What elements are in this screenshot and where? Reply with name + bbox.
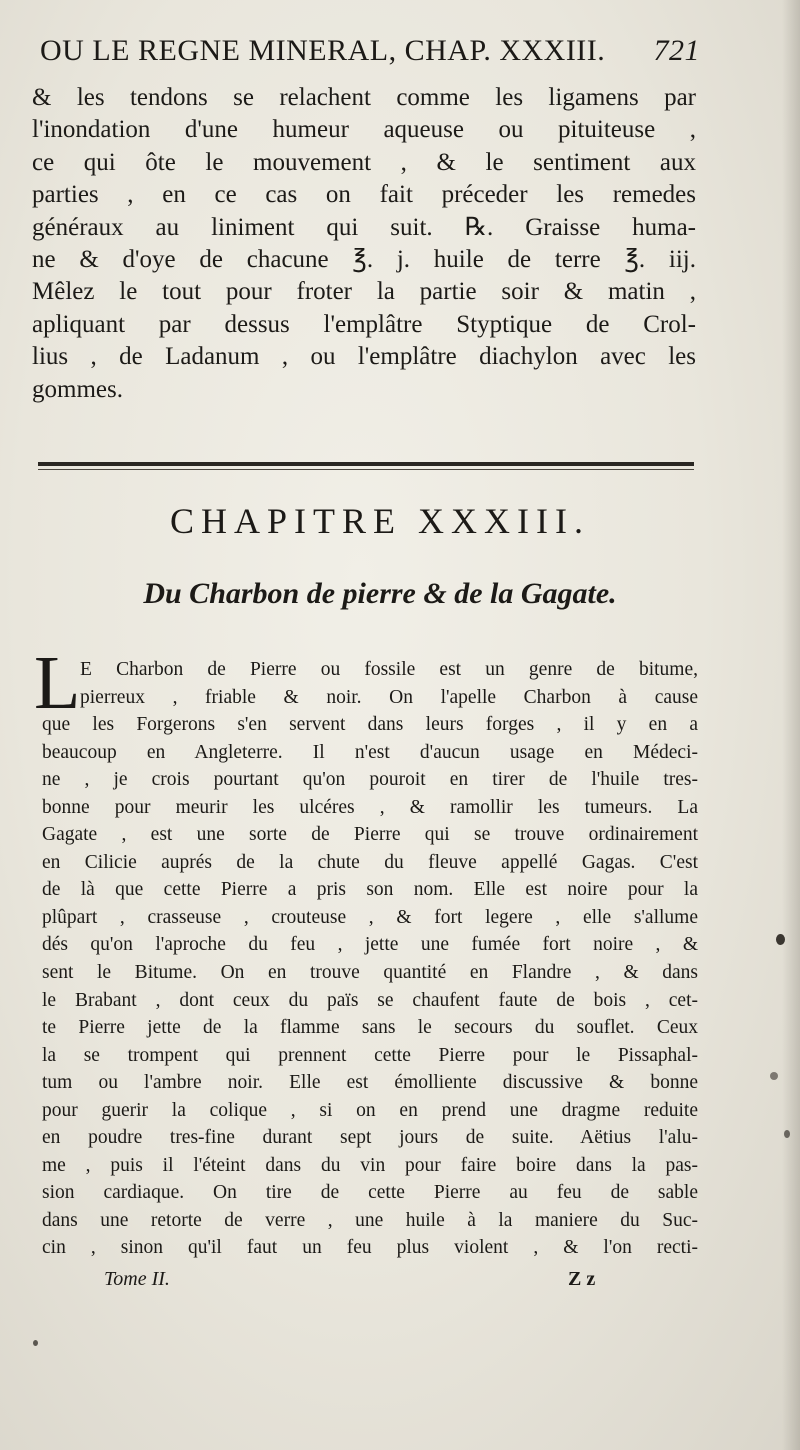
text-line: ce qui ôte le mouvement , & le sentiment aux bbox=[32, 148, 696, 176]
text-line: beaucoup en Angleterre. Il n'est d'aucun usage en Médeci- bbox=[42, 741, 698, 763]
text-line: que les Forgerons s'en servent dans leurs forges , il y en a bbox=[42, 714, 698, 736]
chapter-heading: CHAPITRE XXXIII. bbox=[170, 501, 590, 541]
text-line: lius , de Ladanum , ou l'emplâtre diachylon avec les bbox=[32, 343, 696, 371]
text-line: pour guerir la colique , si on en prend une dragme reduite bbox=[42, 1099, 698, 1121]
text-line: Mêlez le tout pour froter la partie soir & matin , bbox=[32, 278, 696, 306]
text-line: ne , je crois pourtant qu'on pouroit en tirer de l'huile tres- bbox=[42, 769, 698, 791]
ink-speck bbox=[770, 1072, 778, 1080]
text-line: bonne pour meurir les ulcéres , & ramollir les tumeurs. La bbox=[42, 796, 698, 818]
text-line: E Charbon de Pierre ou fossile est un genre de bitume, bbox=[80, 659, 698, 680]
text-line: Gagate , est une sorte de Pierre qui se trouve ordinairement bbox=[42, 824, 698, 846]
text-line: me , puis il l'éteint dans du vin pour faire boire dans la pas- bbox=[42, 1154, 698, 1176]
text-line: tum ou l'ambre noir. Elle est émolliente discussive & bonne bbox=[42, 1072, 698, 1094]
text-line: pierreux , friable & noir. On l'apelle Charbon à cause bbox=[80, 686, 698, 708]
running-head bbox=[40, 34, 700, 80]
ink-speck bbox=[784, 1130, 790, 1138]
chapter-body bbox=[42, 656, 698, 1262]
continued-paragraph bbox=[32, 82, 696, 406]
text-line: sent le Bitume. On en trouve quantité en Flandre , & dans bbox=[42, 962, 698, 984]
text-line: gommes. bbox=[32, 375, 123, 403]
chapter-rule-thin bbox=[38, 469, 694, 470]
ink-speck bbox=[33, 1340, 38, 1346]
text-line: de là que cette Pierre a pris son nom. Elle est noire pour la bbox=[42, 879, 698, 901]
text-line: plûpart , crasseuse , crouteuse , & fort legere , elle s'allume bbox=[42, 906, 698, 928]
page-edge-shadow bbox=[782, 0, 800, 1450]
drop-cap: L bbox=[34, 641, 81, 725]
text-line: & les tendons se relachent comme les ligamens par bbox=[32, 84, 696, 111]
text-line: te Pierre jette de la flamme sans le secours du souflet. Ceux bbox=[42, 1017, 698, 1039]
page-number: 721 bbox=[653, 34, 700, 67]
text-line: l'inondation d'une humeur aqueuse ou pituiteuse , bbox=[32, 116, 696, 144]
text-line: ne & d'oye de chacune ℥. j. huile de terre ℥. iij. bbox=[32, 245, 696, 273]
gathering-signature: Z z bbox=[568, 1268, 596, 1290]
chapter-rule bbox=[38, 462, 694, 466]
text-line: en Cilicie auprés de la chute du fleuve appellé Gagas. C'est bbox=[42, 851, 698, 873]
text-line: la se trompent qui prennent cette Pierre pour le Pissaphal- bbox=[42, 1044, 698, 1066]
text-line: dans une retorte de verre , une huile à la maniere du Suc- bbox=[42, 1209, 698, 1231]
text-line: sion cardiaque. On tire de cette Pierre au feu de sable bbox=[42, 1182, 698, 1204]
ink-speck bbox=[776, 934, 785, 945]
running-head-title: OU LE REGNE MINERAL, CHAP. XXXIII. bbox=[40, 34, 606, 67]
text-line: en poudre tres-fine durant sept jours de suite. Aëtius l'alu- bbox=[42, 1127, 698, 1149]
text-line: apliquant par dessus l'emplâtre Styptique de Crol- bbox=[32, 310, 696, 338]
text-line: le Brabant , dont ceux du païs se chaufent faute de bois , cet- bbox=[42, 989, 698, 1011]
chapter-subtitle: Du Charbon de pierre & de la Gagate. bbox=[143, 577, 617, 610]
volume-signature: Tome II. bbox=[104, 1268, 170, 1290]
text-line: dés qu'on l'aproche du feu , jette une fumée fort noire , & bbox=[42, 934, 698, 956]
text-line: cin , sinon qu'il faut un feu plus violent , & l'on recti- bbox=[42, 1237, 698, 1259]
text-line: parties , en ce cas on fait préceder les remedes bbox=[32, 181, 696, 209]
text-line: généraux au liniment qui suit. ℞. Graisse huma- bbox=[32, 213, 696, 241]
